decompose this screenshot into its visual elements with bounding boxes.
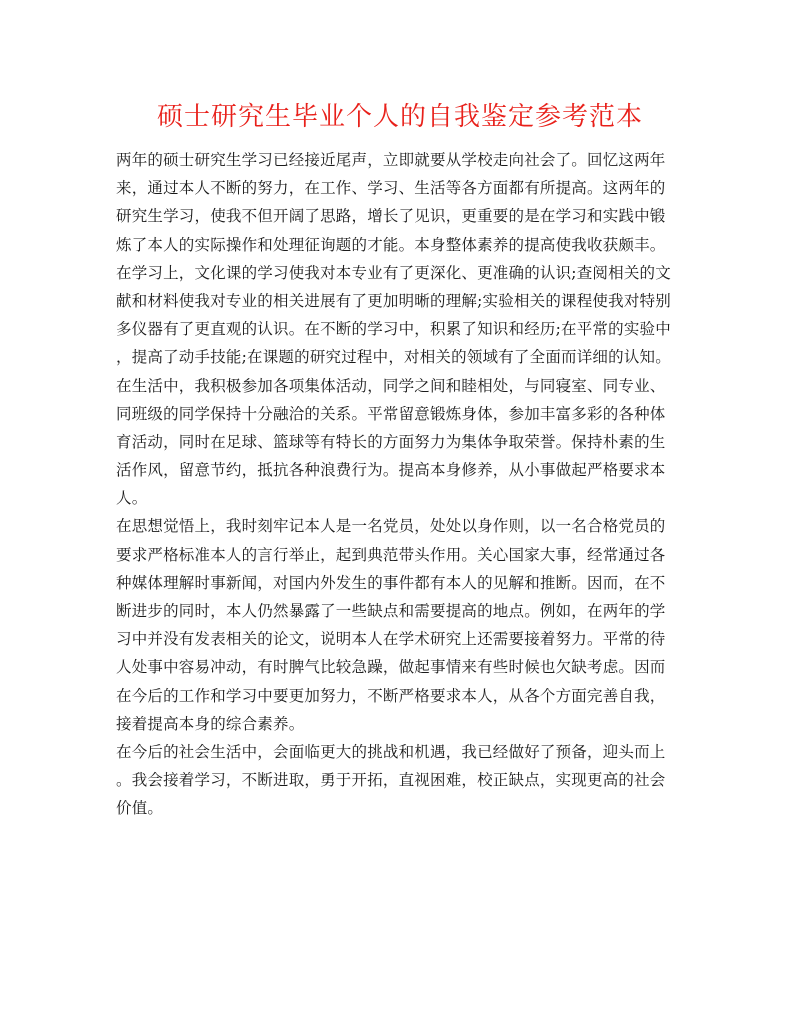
- text-line: 价值。: [116, 799, 164, 818]
- text-line: ，提高了动手技能;在课题的研究过程中，对相关的领域有了全面而详细的认知。: [116, 348, 671, 367]
- document-body: [116, 146, 686, 823]
- text-line: 人。: [116, 489, 148, 508]
- text-line: 要求严格标准本人的言行举止，起到典范带头作用。关心国家大事，经常通过各: [116, 545, 666, 564]
- text-line: 在今后的工作和学习中要更加努力，不断严格要求本人，从各个方面完善自我，: [116, 686, 666, 705]
- text-line: 炼了本人的实际操作和处理征询题的才能。本身整体素养的提高使我收获颇丰。: [116, 235, 666, 254]
- text-line: 种媒体理解时事新闻，对国内外发生的事件都有本人的见解和推断。因而，在不: [116, 573, 666, 592]
- text-line: 活作风，留意节约，抵抗各种浪费行为。提高本身修养，从小事做起严格要求本: [116, 461, 666, 480]
- document-title: 硕士研究生毕业个人的自我鉴定参考范本: [156, 102, 643, 132]
- text-line: 在生活中，我积极参加各项集体活动，同学之间和睦相处，与同寝室、同专业、: [116, 376, 666, 395]
- text-line: 人处事中容易冲动，有时脾气比较急躁，做起事情来有些时候也欠缺考虑。因而: [116, 658, 666, 677]
- text-line: 习中并没有发表相关的论文，说明本人在学术研究上还需要接着努力。平常的待: [116, 630, 666, 649]
- text-line: 同班级的同学保持十分融洽的关系。平常留意锻炼身体，参加丰富多彩的各种体: [116, 404, 666, 423]
- text-line: 接着提高本身的综合素养。: [116, 714, 305, 733]
- text-line: 来，通过本人不断的努力，在工作、学习、生活等各方面都有所提高。这两年的: [116, 179, 666, 198]
- text-line: 断进步的同时，本人仍然暴露了一些缺点和需要提高的地点。例如，在两年的学: [116, 602, 666, 620]
- text-line: 多仪器有了更直观的认识。在不断的学习中，积累了知识和经历;在平常的实验中: [116, 320, 671, 339]
- text-line: 在学习上，文化课的学习使我对本专业有了更深化、更准确的认识;查阅相关的文: [116, 263, 671, 282]
- text-line: 在思想觉悟上，我时刻牢记本人是一名党员，处处以身作则，以一名合格党员的: [116, 517, 666, 536]
- text-line: 两年的硕士研究生学习已经接近尾声，立即就要从学校走向社会了。回忆这两年: [116, 151, 666, 169]
- text-line: 献和材料使我对专业的相关进展有了更加明晰的理解;实验相关的课程使我对特别: [116, 291, 671, 310]
- text-line: 研究生学习，使我不但开阔了思路，增长了见识，更重要的是在学习和实践中锻: [116, 207, 666, 226]
- text-line: 。我会接着学习，不断进取，勇于开拓，直视困难，校正缺点，实现更高的社会: [116, 771, 666, 790]
- text-line: 在今后的社会生活中，会面临更大的挑战和机遇，我已经做好了预备，迎头而上: [116, 742, 666, 761]
- text-line: 育活动，同时在足球、篮球等有特长的方面努力为集体争取荣誉。保持朴素的生: [116, 432, 666, 451]
